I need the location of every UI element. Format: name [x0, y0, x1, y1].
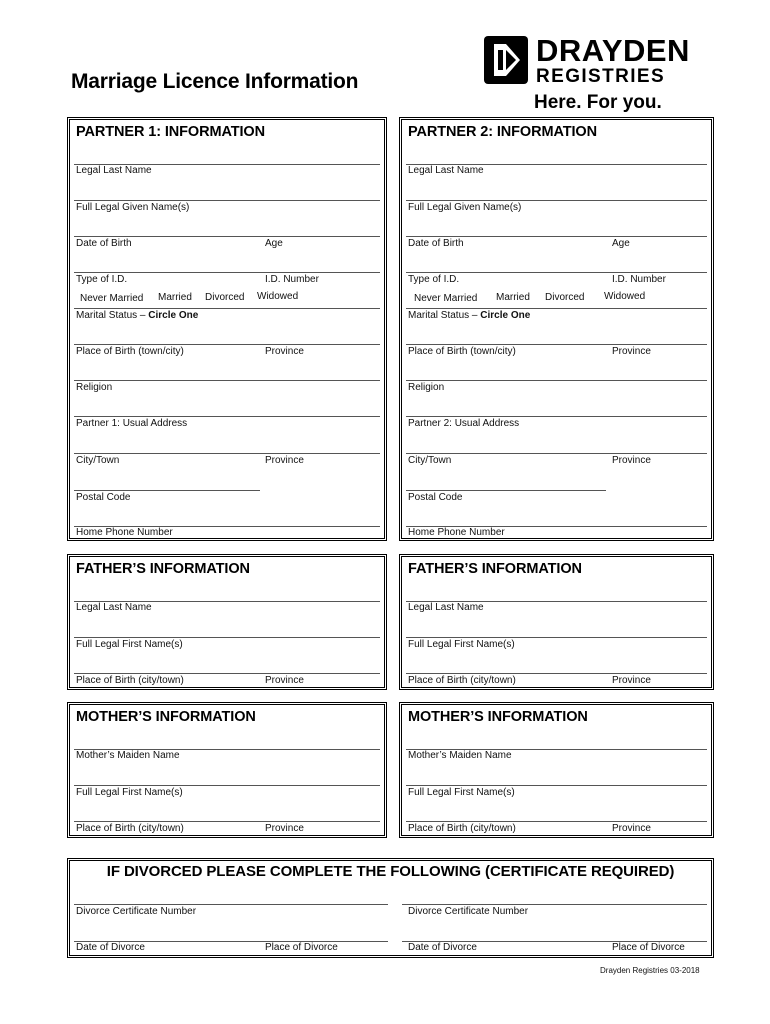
father1-first-names-label: Full Legal First Name(s) [76, 639, 183, 650]
father1-heading: FATHER’S INFORMATION [76, 561, 250, 577]
p2-phone-label: Home Phone Number [408, 527, 505, 538]
mother1-section [67, 702, 387, 838]
mother2-heading: MOTHER’S INFORMATION [408, 709, 588, 725]
drayden-logo [484, 34, 714, 118]
divorce-cert2-label: Divorce Certificate Number [408, 906, 529, 917]
p1-postal-label: Postal Code [76, 492, 131, 503]
mother1-maiden-name-label: Mother’s Maiden Name [76, 750, 180, 761]
footer-note: Drayden Registries 03-2018 [600, 966, 700, 975]
p1-dob-label: Date of Birth [76, 238, 132, 249]
p2-age-label: Age [612, 238, 630, 249]
p2-marital-status-label: Marital Status – Circle One [408, 310, 531, 321]
divorce-date1-label: Date of Divorce [76, 942, 145, 953]
mother2-maiden-name-label: Mother’s Maiden Name [408, 750, 512, 761]
partner2-section [399, 117, 714, 541]
logo-mark-icon [484, 36, 528, 84]
p1-birth-place-label: Place of Birth (town/city) [76, 346, 184, 357]
father2-province-label: Province [612, 675, 651, 686]
p1-option-married[interactable]: Married [158, 292, 192, 303]
partner1-section [67, 117, 387, 541]
logo-tagline: Here. For you. [534, 92, 662, 113]
p1-id-number-label: I.D. Number [265, 274, 319, 285]
p1-option-divorced[interactable]: Divorced [205, 292, 245, 303]
p1-option-widowed[interactable]: Widowed [257, 291, 299, 302]
p2-city-label: City/Town [408, 455, 452, 466]
p2-address-label: Partner 2: Usual Address [408, 418, 520, 429]
p2-religion-label: Religion [408, 382, 445, 393]
p2-option-married[interactable]: Married [496, 292, 530, 303]
p1-last-name-label: Legal Last Name [76, 165, 152, 176]
father1-province-label: Province [265, 675, 304, 686]
p1-city-label: City/Town [76, 455, 120, 466]
father1-birth-place-label: Place of Birth (city/town) [76, 675, 184, 686]
p1-province-label: Province [265, 346, 304, 357]
father2-section [399, 554, 714, 690]
father2-heading: FATHER’S INFORMATION [408, 561, 582, 577]
p2-option-divorced[interactable]: Divorced [545, 292, 585, 303]
page-title: Marriage Licence Information [71, 70, 359, 93]
p1-address-label: Partner 1: Usual Address [76, 418, 188, 429]
logo-sub: REGISTRIES [536, 66, 666, 87]
p2-province-label: Province [612, 346, 651, 357]
divorce-cert1-label: Divorce Certificate Number [76, 906, 197, 917]
mother2-section [399, 702, 714, 838]
p2-postal-label: Postal Code [408, 492, 463, 503]
mother1-province-label: Province [265, 823, 304, 834]
p2-id-number-label: I.D. Number [612, 274, 666, 285]
father1-last-name-label: Legal Last Name [76, 602, 152, 613]
partner1-heading: PARTNER 1: INFORMATION [76, 124, 265, 140]
p1-province2-label: Province [265, 455, 304, 466]
p1-id-type-label: Type of I.D. [76, 274, 128, 285]
p2-option-widowed[interactable]: Widowed [604, 291, 646, 302]
p2-birth-place-label: Place of Birth (town/city) [408, 346, 516, 357]
p2-id-type-label: Type of I.D. [408, 274, 460, 285]
father1-section [67, 554, 387, 690]
p1-religion-label: Religion [76, 382, 113, 393]
p1-option-never-married[interactable]: Never Married [80, 293, 144, 304]
father2-birth-place-label: Place of Birth (city/town) [408, 675, 516, 686]
father2-last-name-label: Legal Last Name [408, 602, 484, 613]
divorce-section [67, 858, 714, 958]
divorce-heading: IF DIVORCED PLEASE COMPLETE THE FOLLOWING (CERTIFICATE REQUIRED) [106, 863, 675, 880]
mother2-first-names-label: Full Legal First Name(s) [408, 787, 515, 798]
mother1-birth-place-label: Place of Birth (city/town) [76, 823, 184, 834]
p2-dob-label: Date of Birth [408, 238, 464, 249]
mother2-province-label: Province [612, 823, 651, 834]
p2-option-never-married[interactable]: Never Married [414, 293, 478, 304]
father2-first-names-label: Full Legal First Name(s) [408, 639, 515, 650]
p2-province2-label: Province [612, 455, 651, 466]
p1-phone-label: Home Phone Number [76, 527, 173, 538]
mother1-first-names-label: Full Legal First Name(s) [76, 787, 183, 798]
logo-brand: DRAYDEN [536, 33, 690, 68]
divorce-date2-label: Date of Divorce [408, 942, 477, 953]
mother2-birth-place-label: Place of Birth (city/town) [408, 823, 516, 834]
p1-marital-status-label: Marital Status – Circle One [76, 310, 199, 321]
p1-age-label: Age [265, 238, 283, 249]
mother1-heading: MOTHER’S INFORMATION [76, 709, 256, 725]
divorce-place2-label: Place of Divorce [612, 942, 685, 953]
p2-given-names-label: Full Legal Given Name(s) [408, 202, 522, 213]
divorce-place1-label: Place of Divorce [265, 942, 338, 953]
p1-given-names-label: Full Legal Given Name(s) [76, 202, 190, 213]
p2-last-name-label: Legal Last Name [408, 165, 484, 176]
partner2-heading: PARTNER 2: INFORMATION [408, 124, 597, 140]
